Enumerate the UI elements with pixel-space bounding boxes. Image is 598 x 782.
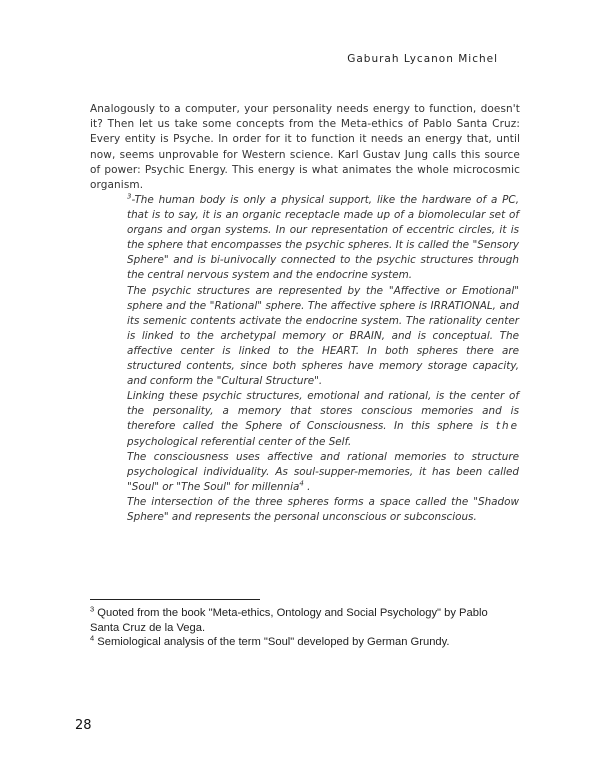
quote-paragraph-3 [127, 389, 519, 449]
footnote-4 [90, 635, 520, 650]
quote-paragraph-3-before: Linking these psychic structures, emotional and rational, is the center of the personality, a memory that stores conscious memories and is therefore called the Sphere of Consciousness. In this sphere is [127, 390, 519, 433]
footnote-ref-4: 4 [299, 479, 304, 488]
quote-paragraph-4-end: . [303, 480, 311, 493]
page-number: 28 [75, 718, 92, 733]
quote-paragraph-3-spaced-word: the [495, 420, 519, 433]
running-header-author: Gaburah Lycanon Michel [347, 53, 498, 65]
quote-paragraph-1 [127, 193, 519, 284]
quote-paragraph-3-after: psychological referential center of the Self. [127, 435, 352, 448]
footnotes [90, 606, 520, 650]
footnote-separator [90, 599, 260, 600]
block-quote [127, 193, 519, 525]
quote-paragraph-1-text: -The human body is only a physical support, like the hardware of a PC, that is to say, it is an organic receptacle made up of a biomolecular set of organs and organ systems. In our representation of eccentric circles, it is the sphere that encompasses the psychic spheres. It is called the "Sensory Sphere" and is bi-univocally connected to the psychic structures through the central nervous system and the endocrine system. [127, 194, 519, 282]
footnote-3 [90, 606, 520, 635]
quote-paragraph-5: The intersection of the three spheres forms a space called the "Shadow Sphere" and represents the personal unconscious or subconscious. [127, 495, 519, 523]
footnote-3-text: Quoted from the book "Meta-ethics, Ontology and Social Psychology" by Pablo Santa Cruz de la Vega. [90, 607, 488, 634]
intro-paragraph: Analogously to a computer, your personality needs energy to function, doesn't it? Then let us take some concepts from the Meta-ethics of Pablo Santa Cruz: Every entity is Psyche. In order for it to function it needs an energy that, until now, seems unprovable for Western science. Karl Gustav Jung calls this source of power: Psychic Energy. This energy is what animates the whole microcosmic organism. [90, 103, 520, 192]
footnote-4-text: Semiological analysis of the term "Soul" developed by German Grundy. [94, 636, 450, 648]
footnote-ref-3: 3 [127, 192, 132, 201]
quote-paragraph-4 [127, 450, 519, 495]
footnote-3-marker: 3 [90, 604, 95, 614]
footnote-4-marker: 4 [90, 633, 95, 643]
quote-paragraph-4-text: The consciousness uses affective and rational memories to structure psychological individuality. As soul-supper-memories, it has been called "Soul" or "The Soul" for millennia [127, 450, 519, 493]
quote-paragraph-2: The psychic structures are represented by the "Affective or Emotional" sphere and the "Rational" sphere. The affective sphere is IRRATIONAL, and its semenic contents activate the endocrine system. The rationality center is linked to the archetypal memory or BRAIN, and is conceptual. The affective center is linked to the HEART. In both spheres there are structured contents, since both spheres have memory storage capacity, and conform the "Cultural Structure". [127, 284, 519, 388]
